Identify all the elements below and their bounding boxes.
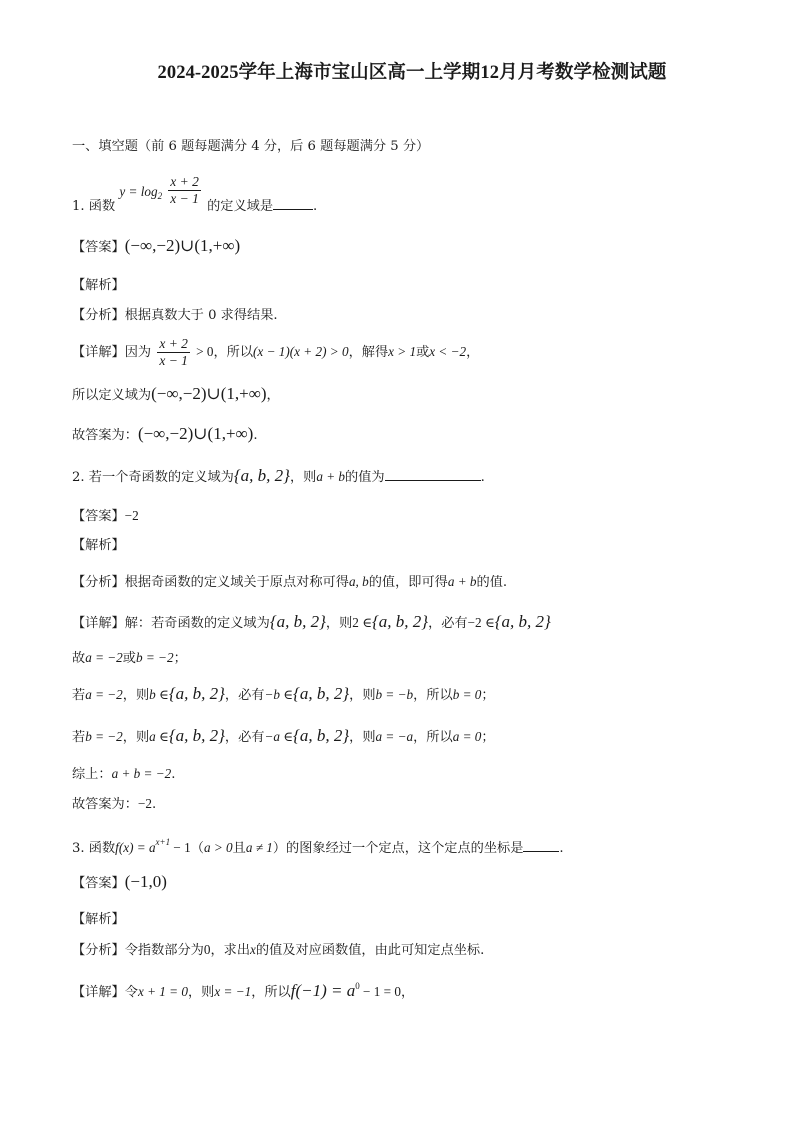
q2-detail-1: 【详解】解：若奇函数的定义域为{a, b, 2}，则2 ∈{a, b, 2}，必有−2 ∈{a, b, 2} (72, 612, 551, 631)
q2-summary: 综上：a + b = −2. (72, 766, 176, 782)
q3-answer: 【答案】(−1,0) (72, 872, 167, 891)
q3-answer-blank (523, 839, 559, 852)
q1-domain: 所以定义域为(−∞,−2)∪(1,+∞)， (72, 384, 280, 403)
q1-answer-blank (273, 197, 313, 210)
q2-fenxi: 【分析】根据奇函数的定义域关于原点对称可得a, b的值，即可得a + b的值. (72, 574, 508, 590)
q2-analysis-label: 【解析】 (72, 538, 125, 553)
q3-analysis-label: 【解析】 (72, 912, 125, 927)
q3-detail: 【详解】令x + 1 = 0，则x = −1，所以$f(-1) = a^0 - 1 = 0$， (72, 981, 415, 1000)
page-title: 2024-2025学年上海市宝山区高一上学期12月月考数学检测试题 (157, 63, 667, 83)
q2-detail-3: 若a = −2，则b ∈{a, b, 2}，必有−b ∈{a, b, 2}，则b = −b，所以b = 0； (72, 684, 495, 703)
q2-detail-2: 故a = −2或b = −2； (72, 650, 187, 666)
q2-answer: 【答案】−2 (72, 508, 139, 524)
q2-answer-blank (385, 468, 481, 481)
q1-detail: 【详解】因为 $\frac{x + 2}{x - 1}$ > 0，所以(x − 1)(x + 2) > 0，解得x > 1或x < −2， (72, 336, 480, 368)
q1-analysis-label: 【解析】 (72, 278, 125, 293)
q1-log-expr: $y = \log_2$ (119, 184, 163, 201)
q1-fraction: $\frac{x + 2}{x - 1}$ (170, 174, 199, 206)
q1-final: 故答案为：(−∞,−2)∪(1,+∞). (72, 424, 258, 443)
q2-final: 故答案为：−2. (72, 796, 157, 812)
q2-stem: 2. 若一个奇函数的定义域为{a, b, 2}，则a + b的值为 . (72, 466, 485, 485)
q1-answer: 【答案】(−∞,−2)∪(1,+∞) (72, 236, 241, 255)
q3-stem: 3. 函数$f(x) = a^{x+1} - 1(a > 0$且a ≠ 1）的图象经过一个定点，这个定点的坐标是 . (72, 837, 564, 856)
q1-stem: 1. 函数 $y = \log_2$ $\frac{x + 2}{x - 1}$ 的定义域是 . (72, 174, 318, 214)
q1-fenxi: 【分析】根据真数大于 0 求得结果. (72, 308, 278, 323)
q3-fenxi: 【分析】令指数部分为0，求出x的值及对应函数值，由此可知定点坐标. (72, 942, 485, 958)
q1-detail-fraction: $\frac{x + 2}{x - 1}$ (159, 336, 188, 368)
section-heading: 一、填空题（前 6 题每题满分 4 分，后 6 题每题满分 5 分） (72, 139, 430, 154)
q2-detail-4: 若b = −2，则a ∈{a, b, 2}，必有−a ∈{a, b, 2}，则a = −a，所以a = 0； (72, 726, 495, 745)
